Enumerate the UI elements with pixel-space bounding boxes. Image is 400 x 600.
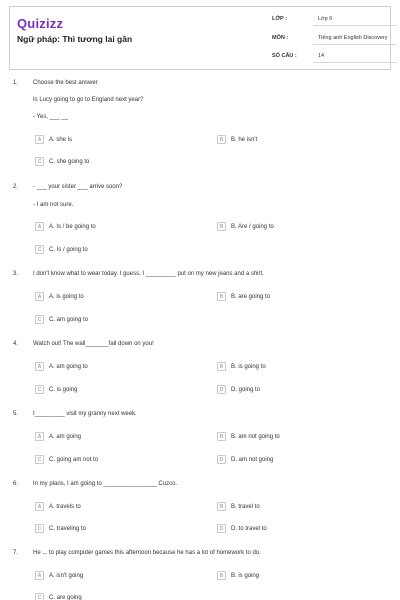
worksheet-title: Ngữ pháp: Thì tương lai gần [17,34,133,44]
answer-option[interactable] [35,385,77,394]
option-letter-box: A [35,222,44,231]
question-number: 6. [13,481,19,487]
option-text: C. traveling to [49,525,87,532]
question-text: Watch out! The wall_______fall down on you! [33,341,154,347]
question-text: - Yes, ___ __ [33,114,69,120]
option-letter-box: B [217,571,226,580]
meta-divider [313,62,397,63]
option-letter-box: B [217,362,226,371]
option-letter-box: A [35,292,44,301]
option-letter-box: D [217,524,226,533]
option-letter-box: A [35,432,44,441]
meta-label-question-count: SỐ CÂU : [272,53,297,59]
answer-option[interactable] [217,385,260,394]
answer-option[interactable] [35,245,88,254]
question-number: 4. [13,341,19,347]
option-text: C. are going [49,594,82,600]
option-letter-box: D [217,455,226,464]
meta-value-subject: Tiếng anh English Discovery [318,35,388,41]
option-text: D. am not going [231,456,274,463]
question-number: 3. [13,271,19,277]
option-text: B. he isn't [231,136,258,143]
option-text: A. isn't going [49,572,84,579]
option-text: D. going to [231,386,261,393]
meta-value-grade: Lớp 6 [318,16,333,22]
option-letter-box: C [35,524,44,533]
answer-option[interactable] [217,292,270,301]
option-text: A. am going to [49,363,88,370]
meta-label-subject: MÔN : [272,35,289,41]
answer-option[interactable] [217,222,274,231]
meta-divider [313,44,397,45]
answer-option[interactable] [217,455,273,464]
question-text: I don't know what to wear today. I guess, I _________ put on my new jeans and a shirt. [33,271,264,277]
question-number: 7. [13,550,19,556]
answer-option[interactable] [35,157,89,166]
option-text: B. is going to [231,363,266,370]
answer-option[interactable] [35,502,81,511]
option-letter-box: C [35,385,44,394]
option-text: C. is going [49,386,78,393]
option-text: B. are going to [231,293,271,300]
option-text: A. am going [49,433,82,440]
meta-label-grade: LỚP : [272,16,287,22]
answer-option[interactable] [35,455,98,464]
option-text: B. travel to [231,503,260,510]
answer-option[interactable] [35,571,83,580]
option-letter-box: C [35,245,44,254]
option-letter-box: B [217,135,226,144]
option-letter-box: B [217,222,226,231]
option-text: C. am going to [49,316,89,323]
question-number: 2. [13,184,19,190]
option-text: B. is going [231,572,260,579]
option-letter-box: C [35,315,44,324]
answer-option[interactable] [35,292,84,301]
option-text: B. Are / going to [231,223,274,230]
worksheet-header [9,6,391,70]
option-text: A. is going to [49,293,84,300]
meta-divider [313,25,397,26]
question-text: I_________ visit my granny next week. [33,411,137,417]
answer-option[interactable] [35,432,81,441]
option-letter-box: C [35,455,44,464]
meta-value-question-count: 14 [318,53,325,59]
answer-option[interactable] [35,524,86,533]
option-letter-box: D [217,385,226,394]
question-text: - ___ your sister ___ arrive soon? [33,184,123,190]
option-letter-box: C [35,593,44,600]
option-letter-box: A [35,571,44,580]
option-letter-box: A [35,135,44,144]
option-text: A. travels to [49,503,81,510]
answer-option[interactable] [217,135,257,144]
option-letter-box: A [35,362,44,371]
quizizz-logo: Quizizz [17,16,64,31]
question-text: In my plans, I am going to ________________ Cuzco. [33,481,178,487]
answer-option[interactable] [35,222,96,231]
option-text: C. she going to [49,158,90,165]
question-number: 1. [13,80,19,86]
option-text: C. going am not to [49,456,99,463]
answer-option[interactable] [217,362,266,371]
answer-option[interactable] [217,524,267,533]
question-number: 5. [13,411,19,417]
option-text: C. Is / going to [49,246,88,253]
option-letter-box: B [217,502,226,511]
answer-option[interactable] [35,135,72,144]
answer-option[interactable] [35,315,88,324]
option-text: A. Is / be going to [49,223,96,230]
question-text: - I am not sure. [33,202,74,208]
question-text: Choose the best answer [33,80,98,86]
answer-option[interactable] [217,502,260,511]
option-letter-box: B [217,292,226,301]
answer-option[interactable] [35,362,88,371]
option-letter-box: A [35,502,44,511]
question-text: He ... to play computer games this afternoon because he has a lot of homework to do. [33,550,261,556]
option-text: D. to travel to [231,525,267,532]
question-text: Is Lucy going to go to England next year? [33,97,144,103]
option-text: A. she is [49,136,73,143]
option-text: B. am not going to [231,433,280,440]
option-letter-box: C [35,157,44,166]
option-letter-box: B [217,432,226,441]
answer-option[interactable] [217,571,259,580]
answer-option[interactable] [217,432,280,441]
answer-option[interactable] [35,593,82,600]
